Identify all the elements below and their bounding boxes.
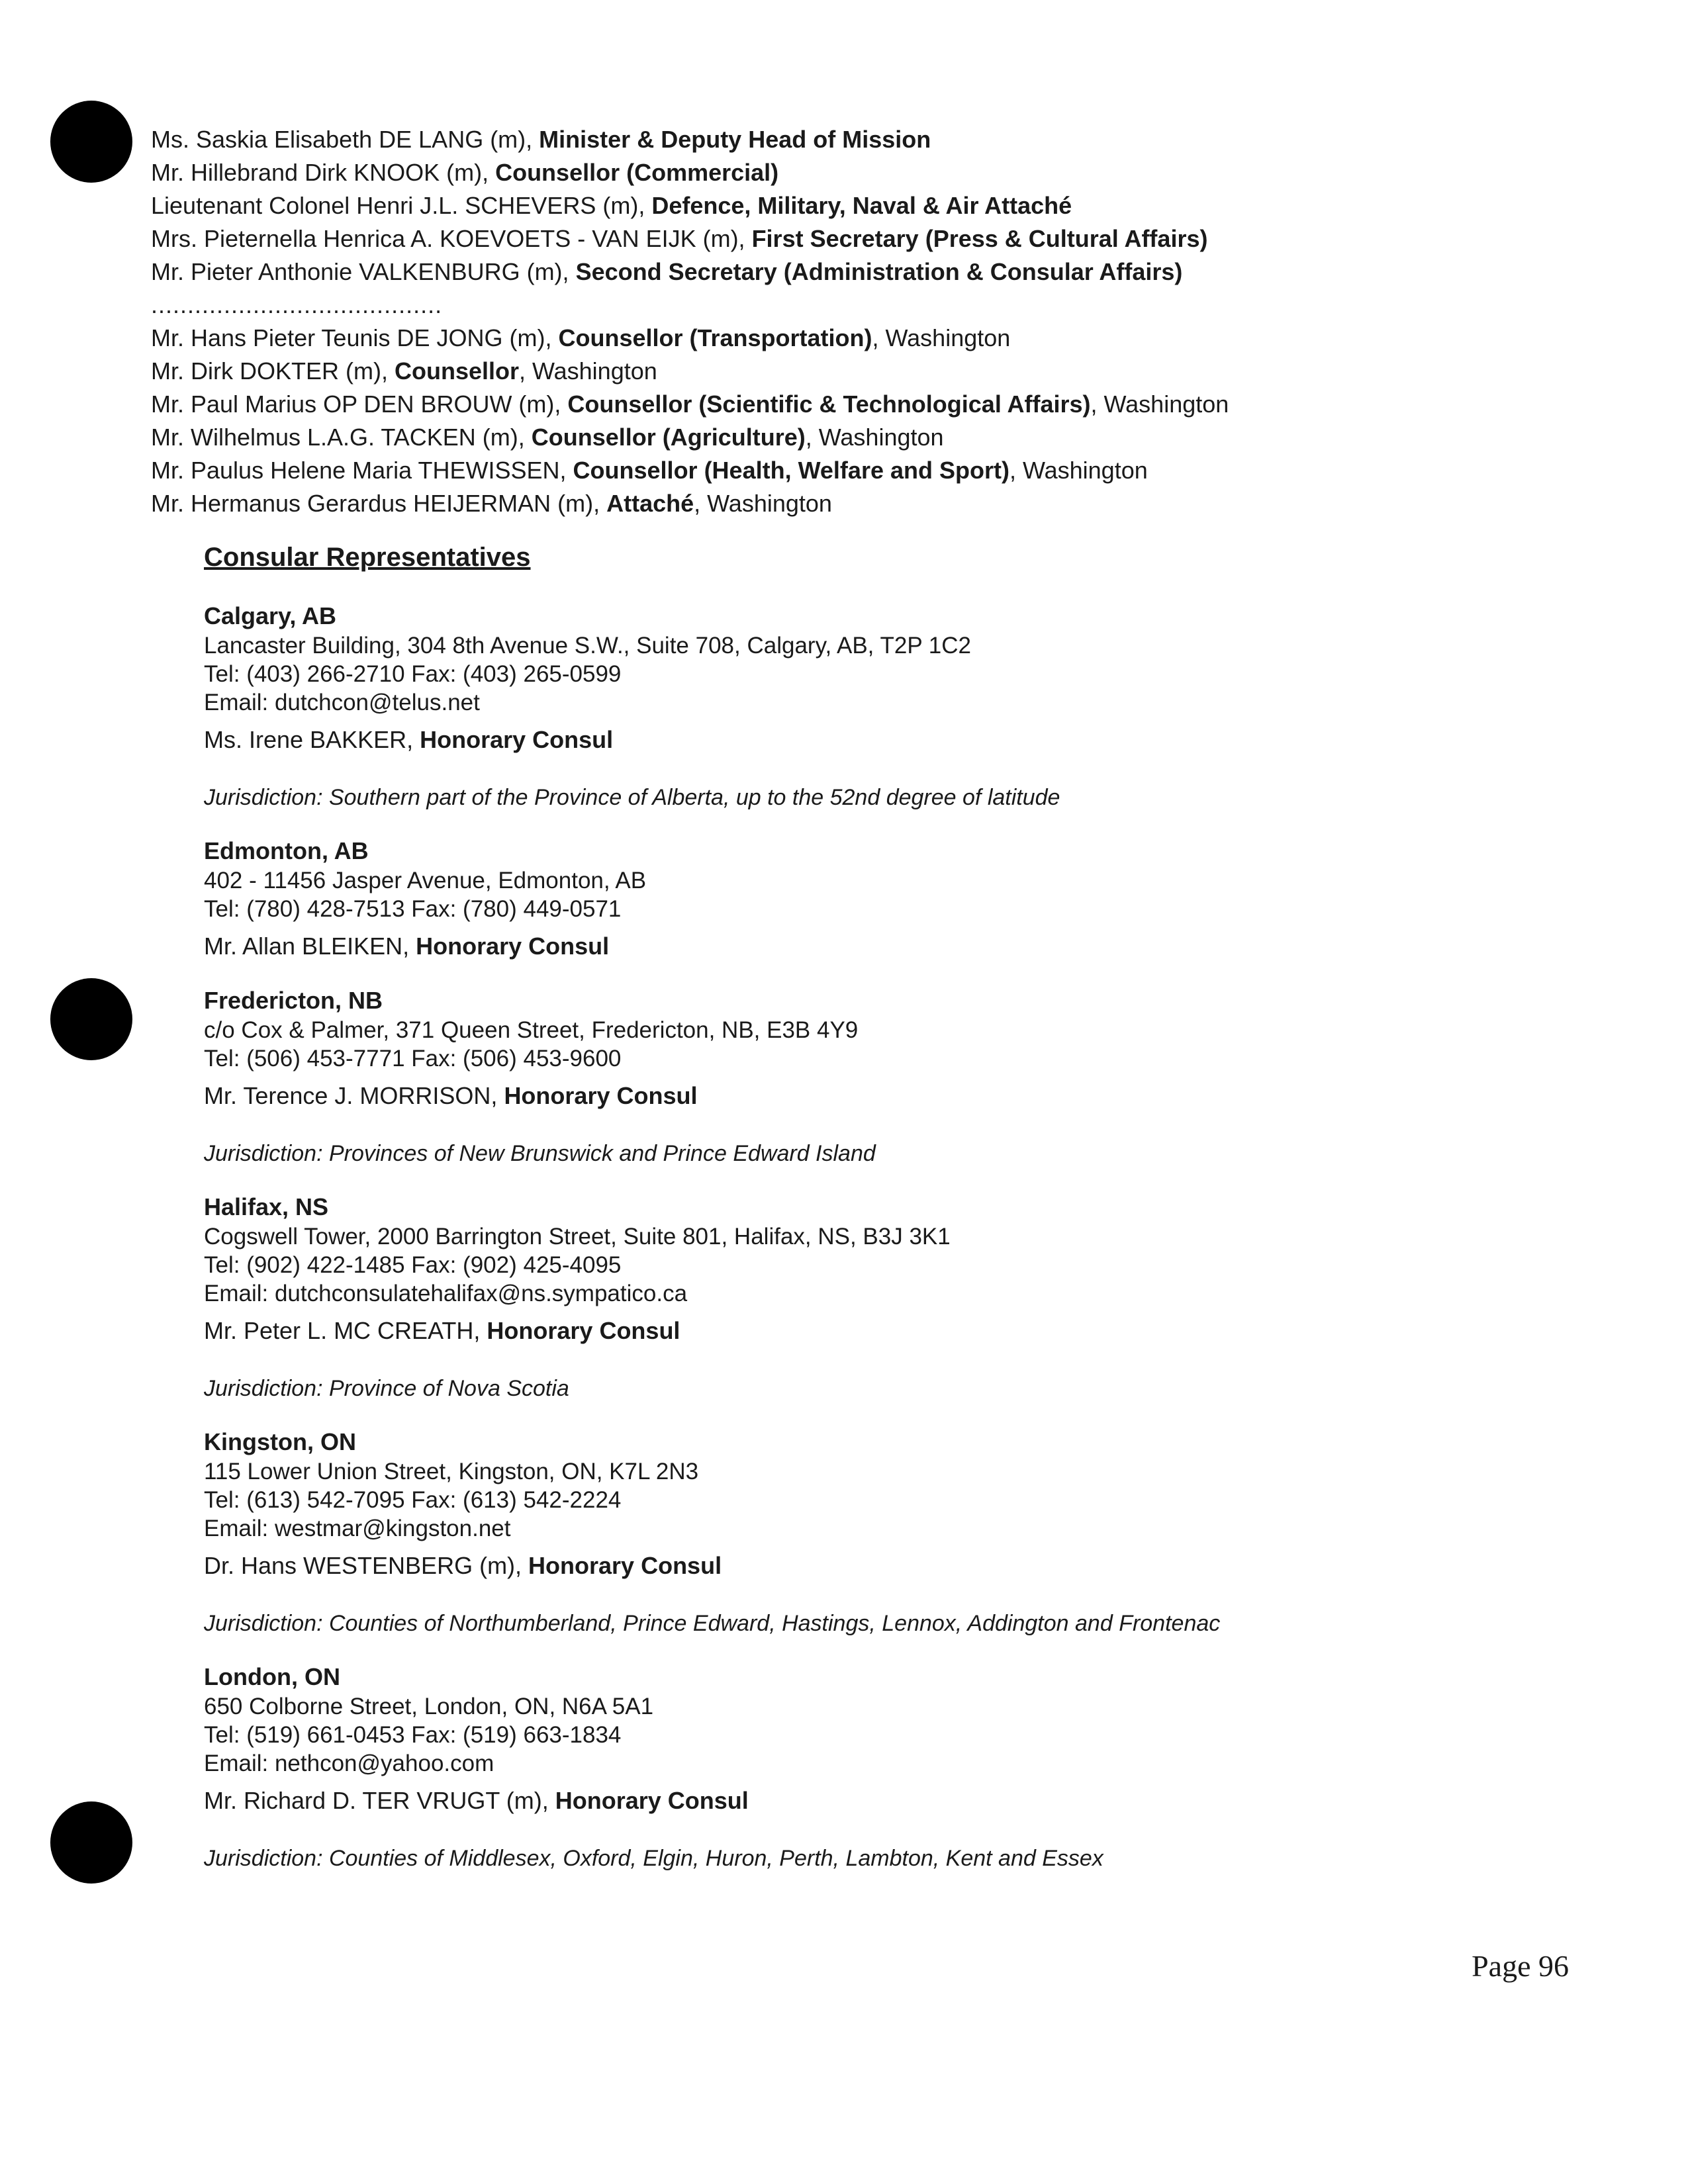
consulate-city: London, ON — [204, 1663, 340, 1690]
consulate-city: Kingston, ON — [204, 1428, 356, 1455]
staff-name: Mr. Dirk DOKTER (m), — [151, 357, 395, 385]
consul-name: Dr. Hans WESTENBERG (m), — [204, 1552, 529, 1579]
consulate-address-line: Tel: (403) 266-2710 Fax: (403) 265-0599 — [204, 661, 622, 687]
consul-role: Honorary Consul — [528, 1552, 722, 1579]
staff-suffix: , Washington — [872, 324, 1011, 351]
separator-dots: ........................................ — [151, 291, 443, 318]
staff-line — [151, 189, 1607, 222]
jurisdiction-text: Counties of Middlesex, Oxford, Elgin, Huron, Perth, Lambton, Kent and Essex — [328, 1846, 1103, 1871]
staff-line — [151, 421, 1607, 454]
jurisdiction-label: Jurisdiction: — [204, 1611, 329, 1636]
consul-name: Mr. Terence J. MORRISON, — [204, 1082, 504, 1109]
consul-name: Ms. Irene BAKKER, — [204, 726, 420, 753]
consul-role: Honorary Consul — [504, 1082, 698, 1109]
staff-line — [151, 322, 1607, 355]
punch-hole — [50, 978, 132, 1060]
jurisdiction-line — [204, 1139, 1594, 1168]
staff-line — [151, 123, 1607, 156]
consulate-address-line: 115 Lower Union Street, Kingston, ON, K7L 2N3 — [204, 1459, 699, 1484]
staff-suffix: , Washington — [694, 490, 832, 517]
jurisdiction-text: Southern part of the Province of Alberta, up to the 52nd degree of latitude — [328, 785, 1060, 810]
staff-name: Mrs. Pieternella Henrica A. KOEVOETS - VAN EIJK (m), — [151, 225, 752, 252]
consulate-address-line: Email: nethcon@yahoo.com — [204, 1751, 494, 1776]
staff-suffix: , Washington — [1009, 457, 1148, 484]
staff-name: Ms. Saskia Elisabeth DE LANG (m), — [151, 126, 539, 153]
staff-title: Counsellor (Commercial) — [495, 159, 779, 186]
consulate-address-line: Lancaster Building, 304 8th Avenue S.W., Suite 708, Calgary, AB, T2P 1C2 — [204, 633, 971, 659]
page-number: Page 96 — [1472, 1949, 1569, 1983]
staff-title: Minister & Deputy Head of Mission — [539, 126, 931, 153]
consulate-city: Edmonton, AB — [204, 837, 369, 864]
consul-role: Honorary Consul — [487, 1317, 680, 1344]
jurisdiction-text: Provinces of New Brunswick and Prince Edward Island — [328, 1141, 876, 1166]
consul-line — [204, 1081, 1594, 1111]
consulate-city: Halifax, NS — [204, 1193, 329, 1220]
jurisdiction-label: Jurisdiction: — [204, 1376, 329, 1401]
consulate-address-line: Cogswell Tower, 2000 Barrington Street, Suite 801, Halifax, NS, B3J 3K1 — [204, 1224, 951, 1250]
staff-title: First Secretary (Press & Cultural Affairs) — [751, 225, 1208, 252]
consular-entries — [204, 601, 1594, 1873]
consulate-entry — [204, 985, 1594, 1168]
consulate-city: Fredericton, NB — [204, 987, 383, 1014]
staff-line — [151, 156, 1607, 189]
consulate-address-line: Tel: (519) 661-0453 Fax: (519) 663-1834 — [204, 1722, 622, 1748]
staff-title: Second Secretary (Administration & Consular Affairs) — [575, 258, 1183, 285]
jurisdiction-text: Counties of Northumberland, Prince Edward, Hastings, Lennox, Addington and Frontenac — [328, 1611, 1221, 1636]
consulate-address-line: c/o Cox & Palmer, 371 Queen Street, Fredericton, NB, E3B 4Y9 — [204, 1017, 859, 1043]
staff-name: Lieutenant Colonel Henri J.L. SCHEVERS (m), — [151, 192, 652, 219]
staff-title: Counsellor (Health, Welfare and Sport) — [573, 457, 1009, 484]
consul-role: Honorary Consul — [420, 726, 614, 753]
staff-title: Counsellor (Scientific & Technological Affairs) — [567, 390, 1091, 418]
consular-section — [204, 540, 1594, 1897]
jurisdiction-line — [204, 1844, 1594, 1873]
consul-line — [204, 1786, 1594, 1816]
staff-washington-list — [151, 322, 1607, 520]
consul-name: Mr. Allan BLEIKEN, — [204, 933, 416, 960]
staff-title: Counsellor (Transportation) — [558, 324, 872, 351]
consulate-address-line: Tel: (780) 428-7513 Fax: (780) 449-0571 — [204, 896, 622, 922]
section-heading: Consular Representatives — [204, 543, 531, 572]
punch-hole — [50, 1801, 132, 1884]
jurisdiction-label: Jurisdiction: — [204, 1141, 329, 1166]
consulate-entry — [204, 836, 1594, 962]
consul-line — [204, 1316, 1594, 1346]
staff-name: Mr. Wilhelmus L.A.G. TACKEN (m), — [151, 424, 532, 451]
staff-name: Mr. Hillebrand Dirk KNOOK (m), — [151, 159, 496, 186]
staff-title: Attaché — [606, 490, 694, 517]
staff-main-list — [151, 123, 1607, 289]
consulate-city: Calgary, AB — [204, 602, 337, 629]
jurisdiction-line — [204, 1374, 1594, 1403]
consul-name: Mr. Peter L. MC CREATH, — [204, 1317, 487, 1344]
staff-name: Mr. Hermanus Gerardus HEIJERMAN (m), — [151, 490, 607, 517]
staff-title: Defence, Military, Naval & Air Attaché — [651, 192, 1072, 219]
consulate-address-line: Tel: (506) 453-7771 Fax: (506) 453-9600 — [204, 1046, 622, 1071]
consulate-address-line: Tel: (902) 422-1485 Fax: (902) 425-4095 — [204, 1252, 622, 1278]
staff-line — [151, 388, 1607, 421]
staff-suffix: , Washington — [805, 424, 944, 451]
jurisdiction-label: Jurisdiction: — [204, 1846, 329, 1871]
jurisdiction-line — [204, 1609, 1594, 1638]
jurisdiction-line — [204, 783, 1594, 812]
jurisdiction-text: Province of Nova Scotia — [328, 1376, 569, 1401]
staff-line — [151, 355, 1607, 388]
consulate-entry — [204, 1192, 1594, 1403]
consul-line — [204, 725, 1594, 755]
punch-hole — [50, 101, 132, 183]
staff-line — [151, 255, 1607, 289]
consulate-address-line: 402 - 11456 Jasper Avenue, Edmonton, AB — [204, 868, 647, 893]
consul-role: Honorary Consul — [555, 1787, 749, 1814]
staff-name: Mr. Paul Marius OP DEN BROUW (m), — [151, 390, 568, 418]
consulate-entry — [204, 601, 1594, 812]
consulate-address-line: Tel: (613) 542-7095 Fax: (613) 542-2224 — [204, 1487, 622, 1513]
staff-line — [151, 454, 1607, 487]
embassy-staff-list — [151, 123, 1607, 520]
consulate-address-line: Email: dutchcon@telus.net — [204, 690, 480, 715]
staff-line — [151, 487, 1607, 520]
consul-role: Honorary Consul — [416, 933, 610, 960]
staff-name: Mr. Paulus Helene Maria THEWISSEN, — [151, 457, 573, 484]
staff-suffix: , Washington — [518, 357, 657, 385]
consul-line — [204, 1551, 1594, 1581]
jurisdiction-label: Jurisdiction: — [204, 785, 329, 810]
staff-name: Mr. Hans Pieter Teunis DE JONG (m), — [151, 324, 559, 351]
consulate-entry — [204, 1427, 1594, 1638]
staff-suffix: , Washington — [1090, 390, 1229, 418]
consulate-entry — [204, 1662, 1594, 1873]
consulate-address-line: Email: dutchconsulatehalifax@ns.sympatico.ca — [204, 1281, 688, 1306]
staff-line — [151, 222, 1607, 255]
staff-title: Counsellor (Agriculture) — [531, 424, 806, 451]
consulate-address-line: Email: westmar@kingston.net — [204, 1516, 511, 1541]
staff-name: Mr. Pieter Anthonie VALKENBURG (m), — [151, 258, 576, 285]
staff-title: Counsellor — [394, 357, 519, 385]
consul-line — [204, 931, 1594, 962]
consulate-address-line: 650 Colborne Street, London, ON, N6A 5A1 — [204, 1694, 654, 1719]
consul-name: Mr. Richard D. TER VRUGT (m), — [204, 1787, 555, 1814]
